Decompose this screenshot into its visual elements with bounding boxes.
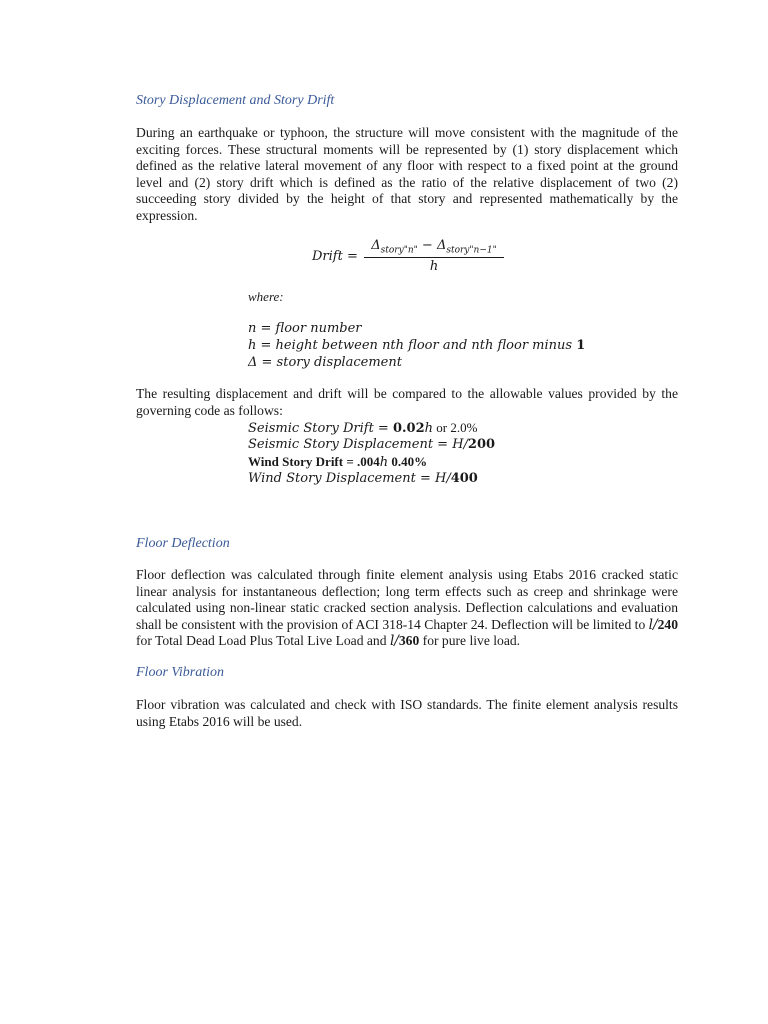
definition-h-number: 1 [576, 338, 586, 353]
wind-disp-label: Wind Story Displacement = H/ [248, 471, 451, 486]
minus-sign: − [417, 238, 437, 253]
numerator-sub-a: story"n" [380, 245, 418, 256]
fraction-bar [364, 257, 504, 258]
seismic-drift-percent: or 2.0% [433, 420, 478, 435]
seismic-disp-value: 200 [467, 437, 496, 452]
wind-displacement-limit [248, 470, 478, 487]
definition-n: n = floor number [248, 321, 362, 336]
wind-disp-value: 400 [450, 471, 478, 486]
compare-paragraph: The resulting displacement and drift will be compared to the allowable values provided by the governing code as follows: [136, 386, 678, 418]
wind-drift-h: h [379, 455, 389, 470]
seismic-drift-label: Seismic Story Drift = [248, 421, 393, 436]
deflection-value-240: 240 [657, 616, 678, 632]
seismic-displacement-limit [248, 436, 495, 453]
seismic-drift-value: 0.02 [392, 421, 425, 436]
deflection-text-b: for Total Dead Load Plus Total Live Load and [136, 633, 390, 649]
wind-drift-percent: 0.40% [388, 454, 428, 469]
definition-h-text: h = height between nth floor and nth floor minus [248, 338, 577, 353]
delta-symbol-b: Δ [436, 238, 447, 253]
deflection-text-c: for pure live load. [419, 633, 521, 649]
heading-floor-vibration: Floor Vibration [136, 665, 225, 680]
numerator-sub-b: story"n−1" [446, 245, 497, 256]
deflection-l1: l/ [648, 616, 658, 633]
equation-numerator [364, 238, 504, 256]
where-label: where: [248, 289, 284, 304]
deflection-l2: l/ [389, 633, 399, 650]
equation-denominator: h [429, 259, 439, 274]
delta-symbol-a: Δ [371, 238, 381, 253]
wind-drift-label: Wind Story Drift = .004 [248, 454, 380, 469]
drift-equation [312, 238, 692, 278]
heading-floor-deflection: Floor Deflection [136, 536, 230, 551]
equation-lhs: Drift = [312, 249, 358, 264]
heading-story-displacement: Story Displacement and Story Drift [136, 93, 335, 108]
seismic-disp-label: Seismic Story Displacement = H/ [248, 437, 468, 452]
vibration-paragraph: Floor vibration was calculated and check with ISO standards. The finite element analysis results using Etabs 2016 will be used. [136, 697, 678, 729]
seismic-drift-h: h [424, 421, 434, 436]
definition-delta: Δ = story displacement [248, 355, 402, 370]
intro-paragraph: During an earthquake or typhoon, the structure will move consistent with the magnitude of the exciting forces. These structural moments will be represented by (1) story displacement which defined as the relative lateral movement of any floor with respect to a fixed point at the ground level and (2) story drift which is defined as the ratio of the relative displacement of two (2) succeeding story divided by the height of that story and represented mathematically by the expression. [136, 125, 678, 223]
deflection-paragraph [136, 567, 678, 650]
deflection-text-a: Floor deflection was calculated through finite element analysis using Etabs 2016 cracked static linear analysis for instantaneous deflection; long term effects such as creep and shrinkage were calculated using non-linear static cracked section analysis. Deflection calculations and evaluation shall be consistent with the provision of ACI 318-14 Chapter 24. Deflection will be limited to [136, 567, 678, 632]
seismic-drift-limit [248, 419, 477, 437]
definition-h [248, 337, 585, 354]
deflection-value-360: 360 [398, 633, 420, 649]
wind-drift-limit [248, 453, 427, 471]
